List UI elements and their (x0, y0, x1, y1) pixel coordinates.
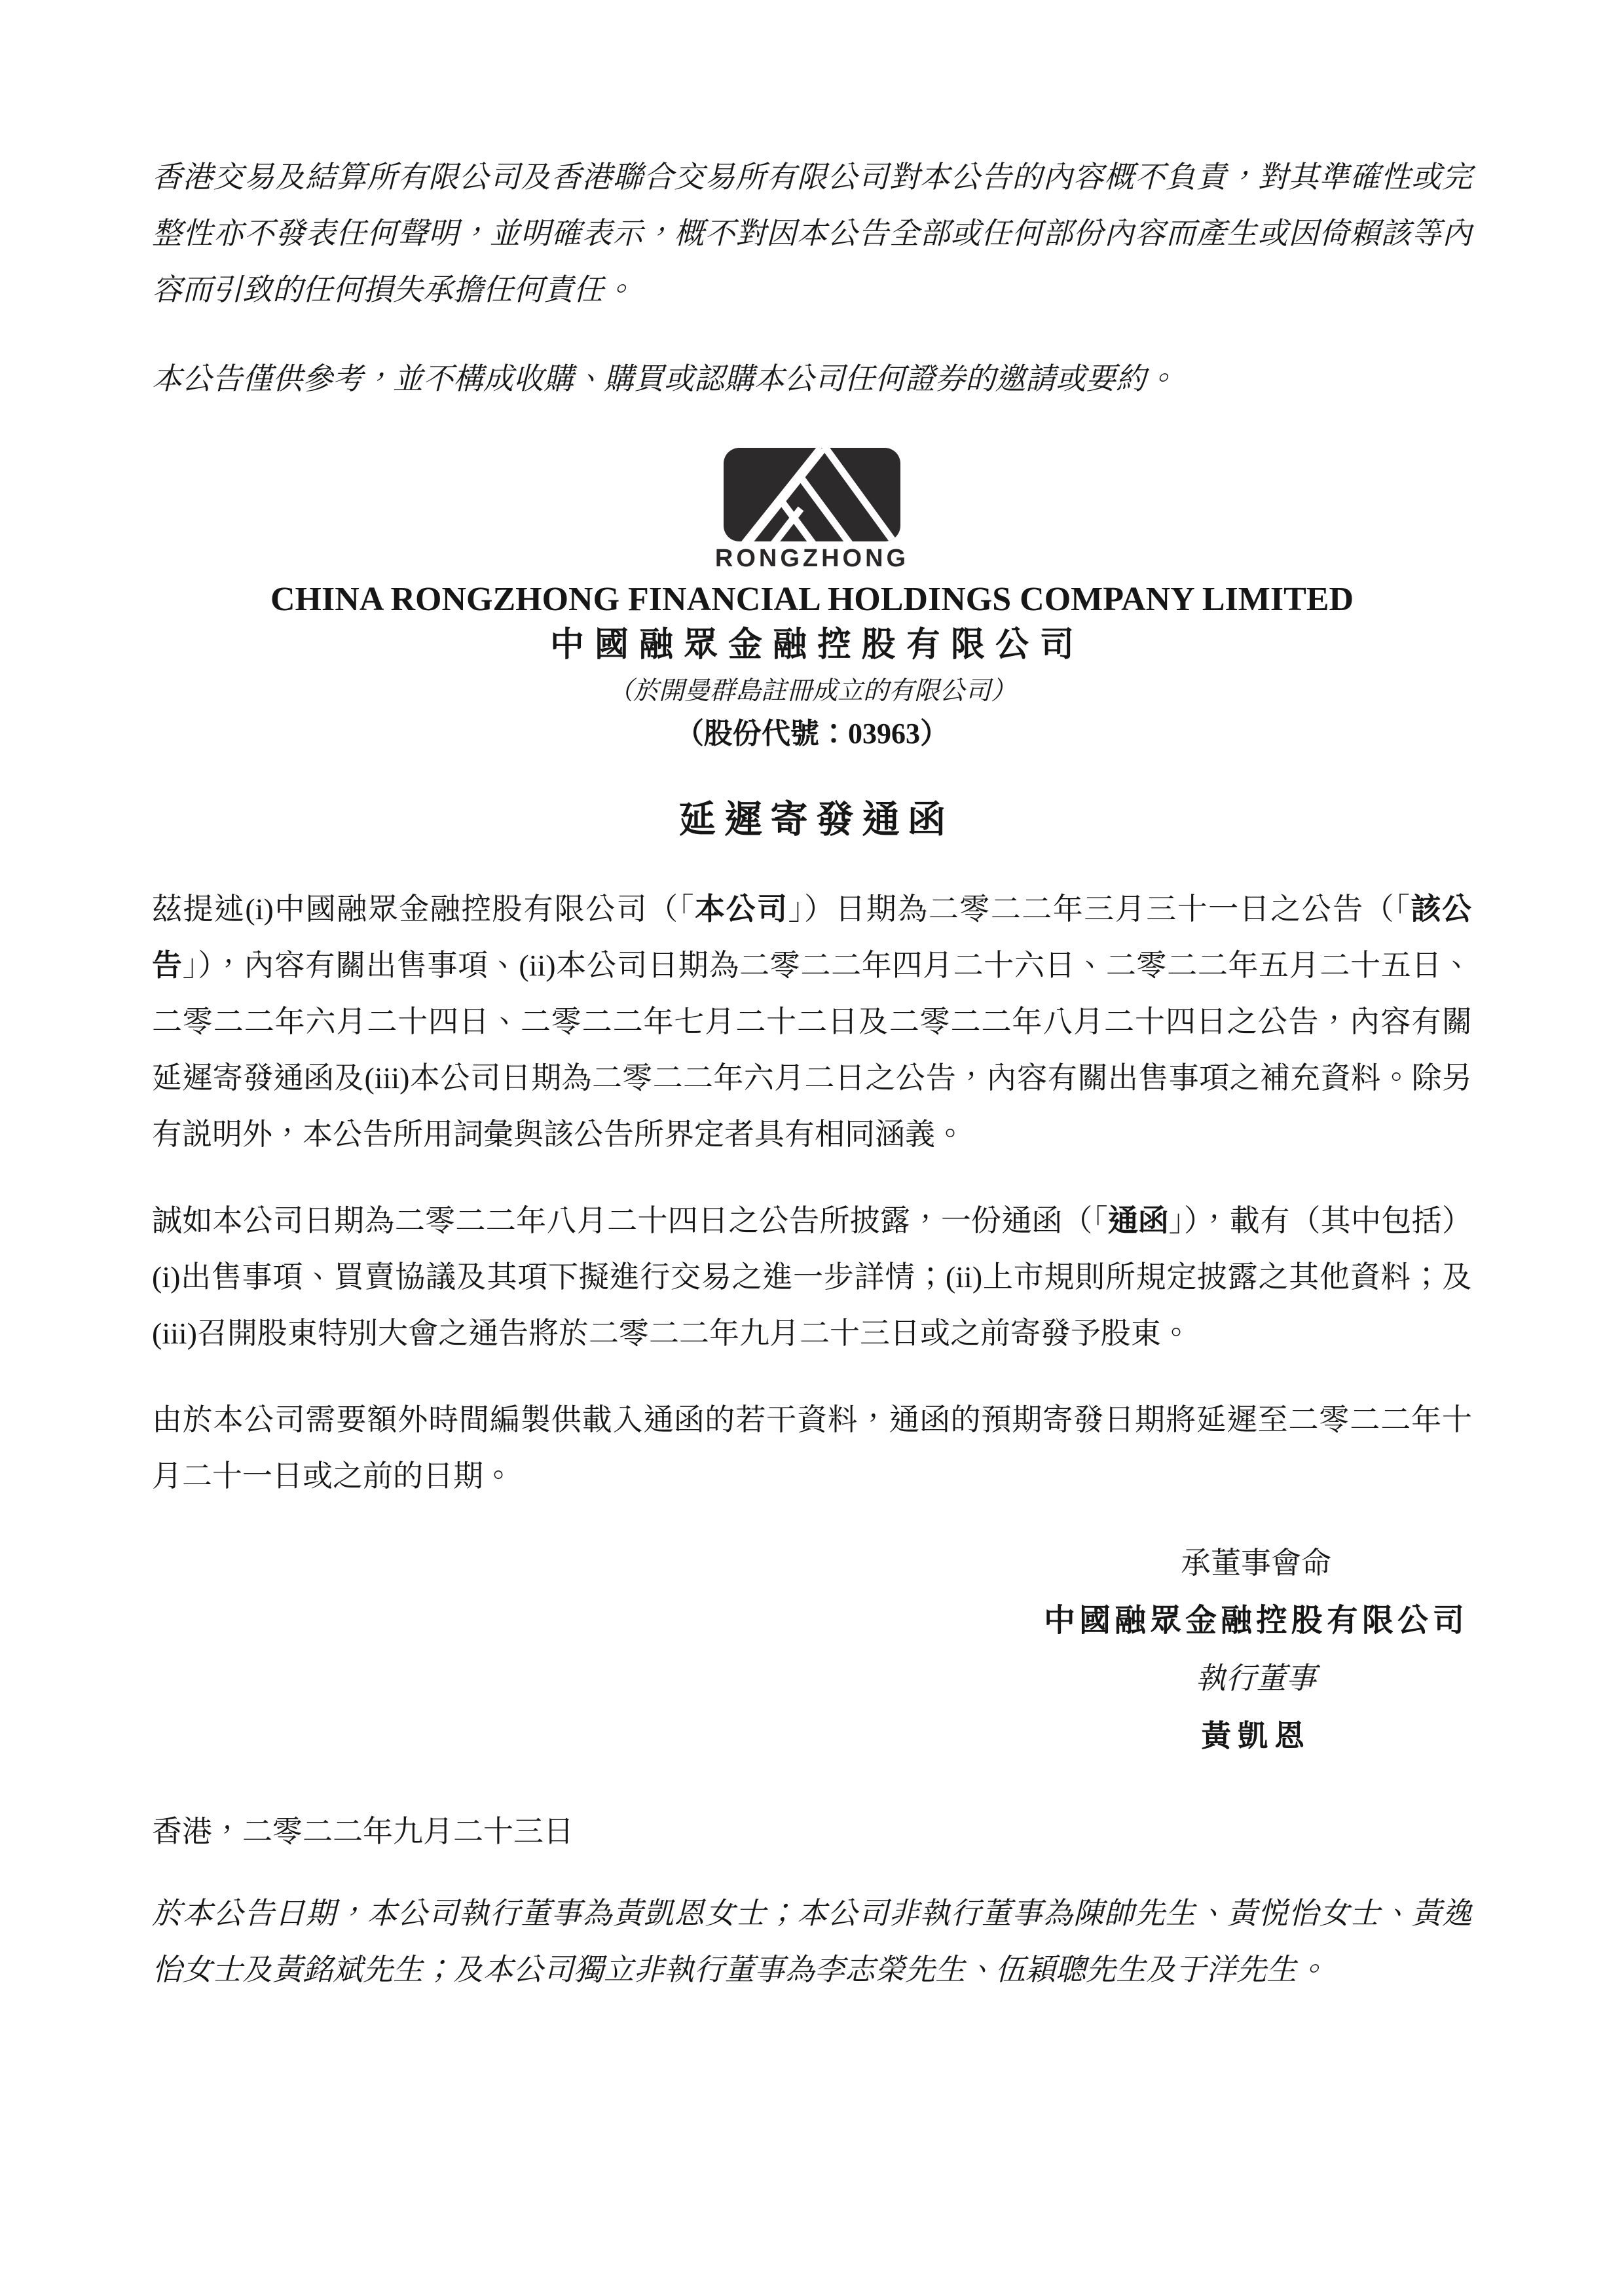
text-segment: 茲提述(i)中國融眾金融控股有限公司（「 (152, 892, 695, 926)
company-logo-block (152, 448, 1472, 572)
defined-term-company: 本公司 (695, 892, 788, 926)
incorporation-note: （於開曼群島註冊成立的有限公司） (607, 677, 1016, 705)
text-segment: 誠如本公司日期為二零二二年八月二十四日之公告所披露，一份通函（「 (152, 1204, 1108, 1237)
directors-note: 於本公告日期，本公司執行董事為黃凱恩女士；本公司非執行董事為陳帥先生、黃悦怡女士、黃逸怡女士及黃銘斌先生；及本公司獨立非執行董事為李志榮先生、伍穎聰先生及于洋先生。 (152, 1897, 1472, 1986)
text-segment: 」），載有（其中包括）(i)出售事項、買賣協議及其項下擬進行交易之進一步詳情；(ii)上市規則所規定披露之其他資料；及(iii)召開股東特別大會之通告將於二零二二年九月二十三日或之前寄發予股東。 (152, 1204, 1473, 1350)
logo-wordmark: RONGZHONG (714, 545, 910, 572)
signature-block (1044, 1535, 1468, 1765)
place-and-date: 香港，二零二二年九月二十三日 (152, 1815, 574, 1848)
text-segment: 」），內容有關出售事項、(ii)本公司日期為二零二二年四月二十六日、二零二二年五月二十五日、二零二二年六月二十四日、二零二二年七月二十二日及二零二二年八月二十四日之公告，內容有關延遲寄發通函及(iii)本公司日期為二零二二年六月二日之公告，內容有關出售事項之補充資料。除另有説明外，本公告所用詞彙與該公告所界定者具有相同涵義。 (152, 949, 1473, 1151)
exchange-disclaimer: 香港交易及結算所有限公司及香港聯合交易所有限公司對本公告的內容概不負責，對其準確性或完整性亦不發表任何聲明，並明確表示，概不對因本公告全部或任何部份內容而產生或因倚賴該等內容而引致的任何損失承擔任何責任。 (152, 160, 1472, 306)
text-segment: 」）日期為二零二二年三月三十一日之公告（「 (788, 892, 1411, 926)
signature-company-name: 中國融眾金融控股有限公司 (1043, 1603, 1468, 1638)
company-name-english: CHINA RONGZHONG FINANCIAL HOLDINGS COMPANY LIMITED (270, 581, 1354, 618)
reference-only-disclaimer: 本公告僅供參考，並不構成收購、購買或認購本公司任何證券的邀請或要約。 (152, 362, 1176, 395)
signatory-name: 黃凱恩 (1200, 1719, 1311, 1753)
circular-paragraph (152, 1193, 1472, 1362)
by-order-of-board: 承董事會命 (1180, 1546, 1331, 1580)
defined-term-circular: 通函 (1107, 1204, 1169, 1237)
stock-code: （股份代號：03963） (675, 718, 949, 750)
delay-paragraph: 由於本公司需要額外時間編製供載入通函的若干資料，通函的預期寄發日期將延遲至二零二二年十月二十一日或之前的日期。 (152, 1403, 1472, 1493)
company-name-chinese: 中國融眾金融控股有限公司 (549, 627, 1084, 664)
rongzhong-logo-icon (724, 448, 900, 545)
signatory-title: 執行董事 (1195, 1662, 1316, 1695)
announcement-title: 延遲寄發通函 (678, 799, 954, 841)
defined-term-announcement: 該公告 (152, 892, 1473, 982)
recital-paragraph (152, 881, 1472, 1163)
